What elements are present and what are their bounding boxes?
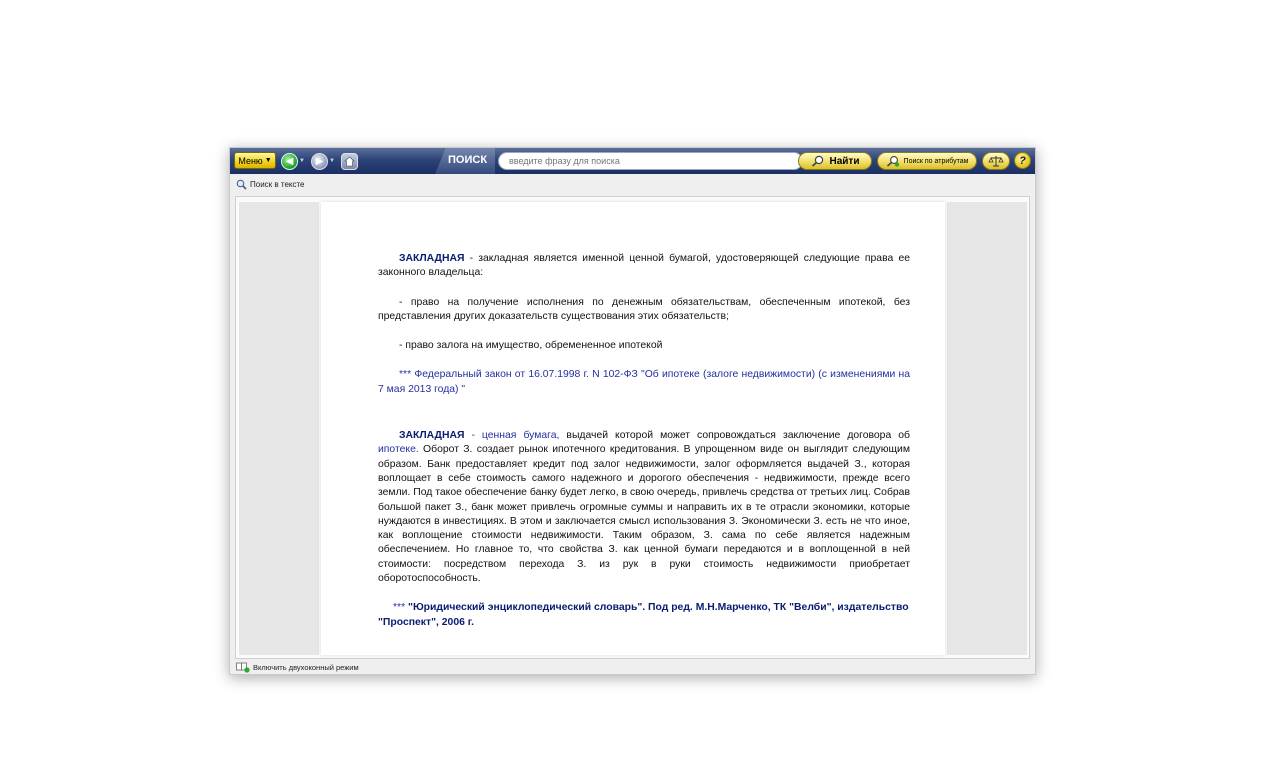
dual-window-icon	[236, 662, 250, 673]
magnifier-icon	[811, 155, 825, 167]
document-text	[378, 252, 910, 630]
attribute-search-icon	[886, 155, 900, 167]
back-history-dropdown-icon[interactable]: ▼	[299, 158, 305, 164]
find-in-text-label: Поиск в тексте	[250, 180, 305, 189]
scales-icon	[988, 155, 1004, 167]
home-button[interactable]	[341, 153, 358, 170]
document-page	[321, 202, 945, 655]
forward-button[interactable]	[311, 153, 328, 170]
find-in-text-button[interactable]	[236, 179, 305, 190]
entry2-link-mortgage[interactable]: ипотеке.	[378, 444, 419, 456]
entry1-source: *** Федеральный закон от 16.07.1998 г. N 102-ФЗ "Об ипотеке (залоге недвижимости) (с изменениями на 7 мая 2013 года) "	[378, 369, 910, 395]
arrow-right-icon: ▶	[315, 155, 324, 167]
home-icon	[344, 156, 355, 167]
magnifier-icon	[236, 179, 247, 190]
menu-button[interactable]	[234, 152, 276, 169]
find-button-label: Найти	[829, 155, 860, 167]
entry2-text-a: выдачей которой может сопровождаться заключение договора об	[559, 430, 910, 442]
entry2-term: ЗАКЛАДНАЯ	[399, 430, 465, 442]
attribute-search-label: Поиск по атрибутам	[903, 157, 969, 165]
entry1-term: ЗАКЛАДНАЯ	[399, 253, 465, 264]
menu-button-label: Меню	[238, 155, 263, 166]
toolbar	[230, 148, 1035, 174]
forward-history-dropdown-icon[interactable]: ▼	[328, 158, 335, 164]
entry2-link-security[interactable]: - ценная бумага,	[464, 430, 560, 442]
arrow-left-icon: ◀	[285, 155, 294, 167]
entry1-item2: - право залога на имущество, обремененное ипотекой	[399, 340, 663, 352]
search-input[interactable]	[498, 152, 803, 170]
scales-button[interactable]	[982, 152, 1010, 170]
dual-window-toggle[interactable]	[236, 662, 359, 673]
navigation-group	[281, 151, 358, 171]
entry1-definition	[378, 252, 910, 281]
entry2-text-b: Оборот З. создает рынок ипотечного кредитования. В упрощенном виде он выглядит следующим образом. Банк предоставляет кредит под залог недвижимости, залог оформляется выдачей З., которая воплощает в себе стоимость самого надежного и дорогого обеспечения - недвижимости, прежде всего земли. Под такое обеспечение банку будет легко, в свою очередь, привлечь средства от третьих лиц. Собрав большой пакет З., банк может привлечь огромные суммы и направить их в те отрасли экономики, которые нуждаются в инвестициях. В этом и заключается смысл использования З. Экономически З. есть не что иное, как воплощение стоимости недвижимости. Таким образом, З. сама по себе является надежным обеспечением. Но главное то, что свойства З. как ценной бумаги передаются и в воплощенной в ней стоимости: посредством перехода З. из рук в руки стоимость недвижимости приобретает оборотоспособность.	[378, 444, 910, 585]
chevron-down-icon: ▼	[264, 157, 272, 164]
document-viewer	[235, 196, 1030, 659]
entry2-definition	[378, 429, 910, 586]
entry2-source	[378, 601, 910, 630]
dual-window-label: Включить двухоконный режим	[253, 663, 359, 672]
help-icon: ?	[1019, 154, 1026, 167]
back-button[interactable]	[281, 153, 298, 170]
entry2-source-title: "Юридический энциклопедический словарь". Под ред. М.Н.Марченко, ТК "Велби", издательство "Проспект", 2006 г.	[378, 602, 909, 628]
help-button[interactable]	[1014, 152, 1031, 169]
entry1-definition-text: - закладная является именной ценной бумагой, удостоверяющей следующие права ее законного владельца:	[378, 253, 910, 279]
left-margin	[239, 202, 319, 655]
entry2-source-stars: ***	[393, 602, 406, 614]
find-button[interactable]	[798, 152, 872, 170]
entry1-item1: - право на получение исполнения по денежным обязательствам, обеспеченным ипотекой, без представления других доказательств существования этих обязательств;	[378, 296, 910, 322]
search-label: ПОИСК	[448, 154, 488, 166]
app-window	[229, 147, 1036, 675]
right-margin	[947, 202, 1027, 655]
attribute-search-button[interactable]	[877, 152, 977, 170]
